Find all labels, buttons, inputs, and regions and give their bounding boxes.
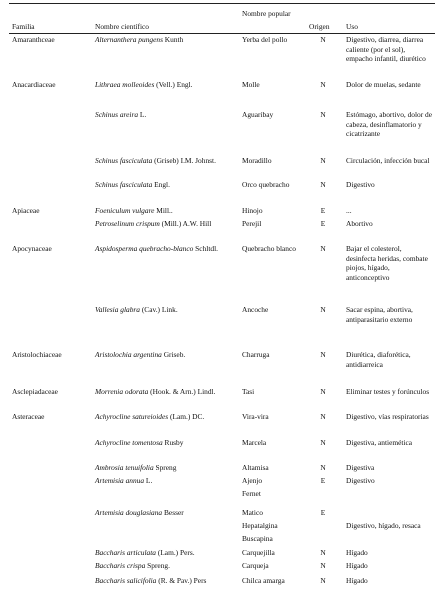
species-name: Baccharis salicifolia xyxy=(95,576,157,585)
cell-nombre-cientifico xyxy=(95,387,237,397)
cell-familia: Apiaceae xyxy=(12,206,40,215)
cell-uso: Bajar el colesterol, desinfecta heridas, combate piojos, hígado, anticonceptivo xyxy=(346,244,428,282)
cell-nombre-popular: Hepatalgina xyxy=(242,521,278,530)
cell-origen: N xyxy=(320,576,326,585)
cell-uso: Digestiva, antiemética xyxy=(346,438,413,447)
cell-nombre-cientifico xyxy=(95,548,237,558)
table-top-rule xyxy=(9,3,435,4)
cell-uso: Digestiva xyxy=(346,463,375,472)
species-name: Achyrocline tomentosa xyxy=(95,438,163,447)
cell-origen: N xyxy=(320,110,326,119)
species-name: Schinus areira xyxy=(95,110,139,119)
header-familia: Familia xyxy=(12,22,35,31)
cell-uso: Digestivo, hígado, resaca xyxy=(346,521,421,530)
cell-nombre-popular: Matico xyxy=(242,508,263,517)
cell-uso: Dolor de muelas, sedante xyxy=(346,80,421,89)
species-name: Ambrosia tenuifolia xyxy=(95,463,154,472)
cell-uso: Hígado xyxy=(346,561,368,570)
species-name: Alternanthera pungens xyxy=(95,35,163,44)
cell-uso: Digestivo xyxy=(346,180,375,189)
cell-nombre-popular: Ancoche xyxy=(242,305,269,314)
species-name: Vallesia glabra xyxy=(95,305,140,314)
cell-uso: Circulación, infección bucal xyxy=(346,156,430,165)
species-author: L. xyxy=(138,110,147,119)
cell-origen: N xyxy=(320,438,326,447)
cell-uso: Sacar espina, abortiva, antiparasitario externo xyxy=(346,305,413,324)
species-name: Artemisia annua xyxy=(95,476,145,485)
species-author: Kunth xyxy=(162,35,184,44)
cell-nombre-cientifico xyxy=(95,350,237,360)
cell-origen: N xyxy=(320,548,326,557)
cell-nombre-cientifico xyxy=(95,561,237,571)
cell-nombre-popular: Carquejilla xyxy=(242,548,275,557)
cell-origen: N xyxy=(320,180,326,189)
cell-uso: Diurética, diaforética, antidiarreica xyxy=(346,350,411,369)
cell-origen: N xyxy=(320,350,326,359)
cell-nombre-popular: Yerba del pollo xyxy=(242,35,288,44)
cell-nombre-popular: Quebracho blanco xyxy=(242,244,296,253)
cell-nombre-cientifico xyxy=(95,438,237,448)
cell-uso: Digestivo, vías respiratorias xyxy=(346,412,429,421)
cell-origen: N xyxy=(320,412,326,421)
cell-nombre-cientifico xyxy=(95,476,237,486)
species-author: Engl. xyxy=(152,180,170,189)
species-author: (Lam.) Pers. xyxy=(155,548,195,557)
cell-nombre-cientifico xyxy=(95,576,237,586)
cell-nombre-popular: Carqueja xyxy=(242,561,269,570)
cell-origen: N xyxy=(320,305,326,314)
species-name: Schinus fasciculata xyxy=(95,180,153,189)
cell-nombre-popular: Altamisa xyxy=(242,463,269,472)
cell-nombre-popular: Charruga xyxy=(242,350,270,359)
cell-nombre-cientifico xyxy=(95,110,237,120)
cell-familia: Anacardiaceae xyxy=(12,80,56,89)
cell-origen: N xyxy=(320,35,326,44)
cell-familia: Amaranthceae xyxy=(12,35,55,44)
cell-nombre-popular: Vira-vira xyxy=(242,412,269,421)
cell-nombre-popular: Molle xyxy=(242,80,260,89)
cell-familia: Apocynaceae xyxy=(12,244,52,253)
species-author: L. xyxy=(144,476,153,485)
species-name: Achyrocline satureioides xyxy=(95,412,169,421)
cell-origen: N xyxy=(320,561,326,570)
species-author: (Hook. & Arn.) Lindl. xyxy=(148,387,216,396)
cell-nombre-popular: Aguaribay xyxy=(242,110,274,119)
species-name: Artemisia douglasiana xyxy=(95,508,163,517)
species-author: (R. & Pav.) Pers xyxy=(156,576,207,585)
species-author: (Vell.) Engl. xyxy=(154,80,193,89)
cell-nombre-popular: Marcela xyxy=(242,438,267,447)
header-origen: Origen xyxy=(309,22,330,31)
cell-nombre-popular: Moradillo xyxy=(242,156,272,165)
cell-origen: N xyxy=(320,80,326,89)
cell-familia: Asteraceae xyxy=(12,412,45,421)
cell-origen: N xyxy=(320,244,326,253)
species-author: Besser xyxy=(162,508,184,517)
cell-origen: E xyxy=(320,508,326,517)
cell-nombre-cientifico xyxy=(95,219,237,229)
cell-nombre-popular: Buscapina xyxy=(242,534,273,543)
cell-origen: E xyxy=(320,219,326,228)
cell-origen: N xyxy=(320,387,326,396)
species-name: Aspidosperma quebracho-blanco xyxy=(95,244,194,253)
species-name: Morrenia odorata xyxy=(95,387,149,396)
cell-nombre-cientifico xyxy=(95,180,237,190)
species-name: Petroselinum crispum xyxy=(95,219,160,228)
cell-nombre-popular: Tasi xyxy=(242,387,255,396)
species-author: Mill.. xyxy=(154,206,173,215)
species-name: Schinus fasciculata xyxy=(95,156,153,165)
cell-origen: E xyxy=(320,476,326,485)
cell-nombre-popular: Perejil xyxy=(242,219,262,228)
species-name: Baccharis crispa xyxy=(95,561,146,570)
header-nombre-popular: Nombre popular xyxy=(242,9,291,18)
cell-nombre-cientifico xyxy=(95,206,237,216)
species-author: Griseb. xyxy=(161,350,186,359)
cell-uso: Digestivo, diarrea, diarrea caliente (por el sol), empacho infantil, diurético xyxy=(346,35,426,64)
cell-nombre-popular: Orco quebracho xyxy=(242,180,290,189)
cell-nombre-popular: Ajenjo xyxy=(242,476,263,485)
cell-origen: N xyxy=(320,156,326,165)
cell-nombre-cientifico xyxy=(95,80,237,90)
species-name: Foeniculum vulgare xyxy=(95,206,155,215)
species-author: Schltdl. xyxy=(193,244,218,253)
cell-nombre-cientifico xyxy=(95,463,237,473)
cell-origen: E xyxy=(320,206,326,215)
cell-nombre-cientifico xyxy=(95,156,237,166)
cell-nombre-cientifico xyxy=(95,305,237,315)
species-author: (Lam.) DC. xyxy=(168,412,205,421)
cell-nombre-cientifico xyxy=(95,508,237,518)
cell-nombre-cientifico xyxy=(95,35,237,45)
species-author: (Griseb) I.M. Johnst. xyxy=(152,156,216,165)
cell-origen: N xyxy=(320,463,326,472)
species-author: Spreng xyxy=(153,463,177,472)
cell-nombre-popular: Fernet xyxy=(242,489,261,498)
header-uso: Uso xyxy=(346,22,358,31)
cell-uso: Digestivo xyxy=(346,476,375,485)
species-author: Rusby xyxy=(162,438,184,447)
cell-uso: ... xyxy=(346,206,352,215)
species-name: Baccharis articulata xyxy=(95,548,156,557)
cell-uso: Hígado xyxy=(346,576,368,585)
cell-nombre-popular: Chilca amarga xyxy=(242,576,285,585)
cell-uso: Abortivo xyxy=(346,219,373,228)
cell-nombre-cientifico xyxy=(95,244,237,254)
species-name: Lithraea molleoides xyxy=(95,80,155,89)
cell-familia: Aristolochiaceae xyxy=(12,350,62,359)
cell-nombre-popular: Hinojo xyxy=(242,206,263,215)
cell-familia: Asclepiadaceae xyxy=(12,387,58,396)
cell-nombre-cientifico xyxy=(95,412,237,422)
cell-uso: Estómago, abortivo, dolor de cabeza, desinflamatorio y cicatrizante xyxy=(346,110,433,139)
cell-uso: Eliminar testes y forúnculos xyxy=(346,387,430,396)
species-author: (Cav.) Link. xyxy=(139,305,178,314)
header-nombre-cientifico: Nombre científico xyxy=(95,22,149,31)
table-header-rule xyxy=(9,33,435,34)
species-name: Aristolochia argentina xyxy=(95,350,162,359)
cell-uso: Hígado xyxy=(346,548,368,557)
species-author: Spreng. xyxy=(145,561,170,570)
species-author: (Mill.) A.W. Hill xyxy=(159,219,212,228)
